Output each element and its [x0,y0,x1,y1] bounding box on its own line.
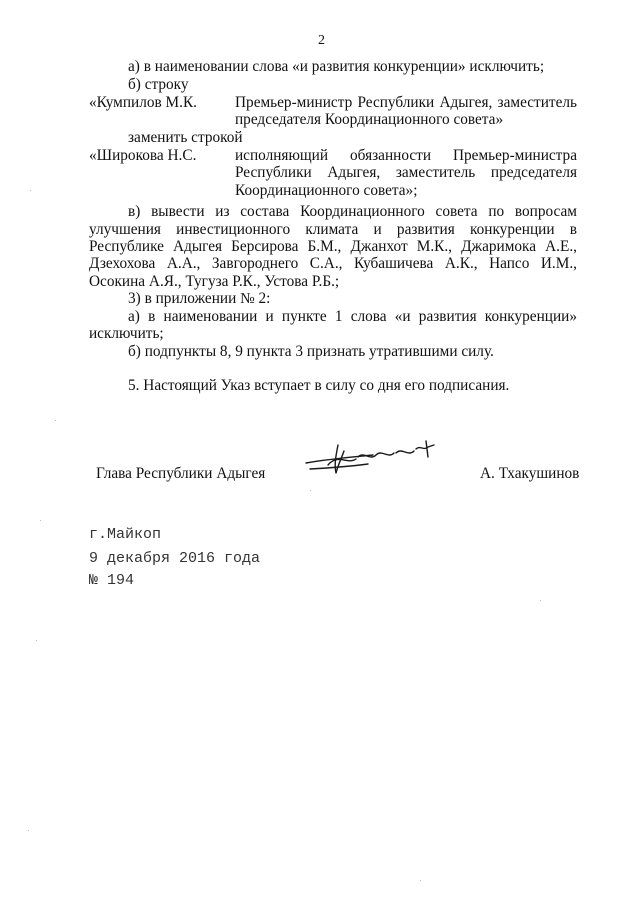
stamp-number: № 194 [89,572,135,589]
text-line: б) строку [128,76,189,93]
text-line: 5. Настоящий Указ вступает в силу со дня его подписания. [128,377,510,394]
paragraph-line: Дзехохова А.А., Завгороднего С.А., Кубашичева А.К., Напсо И.М., [89,255,577,272]
paragraph-line: улучшения инвестиционного климата и развития конкуренции в [89,221,577,238]
signatory-name: А. Тхакушинов [480,465,580,482]
page-number: 2 [318,33,325,48]
table-cell-position: исполняющий обязанности Премьер-министра [235,147,577,164]
table-cell-position: председателя Координационного совета» [235,111,504,128]
table-cell-name: «Кумпилов М.К. [89,94,197,111]
paragraph-line: Республике Адыгея Берсирова Б.М., Джанхот М.К., Джаримока А.Е., [89,238,577,255]
text-line: 3) в приложении № 2: [128,290,271,307]
table-cell-position: Премьер-министр Республики Адыгея, заместитель [235,94,577,111]
table-cell-position: Координационного совета»; [235,182,418,199]
handwritten-signature [298,435,448,480]
text-line: заменить строкой [128,129,243,146]
stamp-city: г.Майкоп [89,526,162,543]
table-cell-name: «Широкова Н.С. [89,147,197,164]
paragraph-line: Осокина А.Я., Тугуза Р.К., Устова Р.Б.; [89,273,340,290]
text-line: а) в наименовании слова «и развития конкуренции» исключить; [128,58,545,75]
stamp-date: 9 декабря 2016 года [89,550,261,567]
signatory-title: Глава Республики Адыгея [96,465,266,482]
table-cell-position: Республики Адыгея, заместитель председателя [235,164,577,181]
paragraph-line: исключить; [89,325,164,342]
paragraph-line: в) вывести из состава Координационного совета по вопросам [128,203,577,220]
paragraph-line: а) в наименовании и пункте 1 слова «и развития конкуренции» [128,308,577,325]
text-line: б) подпункты 8, 9 пункта 3 признать утратившими силу. [128,343,494,360]
